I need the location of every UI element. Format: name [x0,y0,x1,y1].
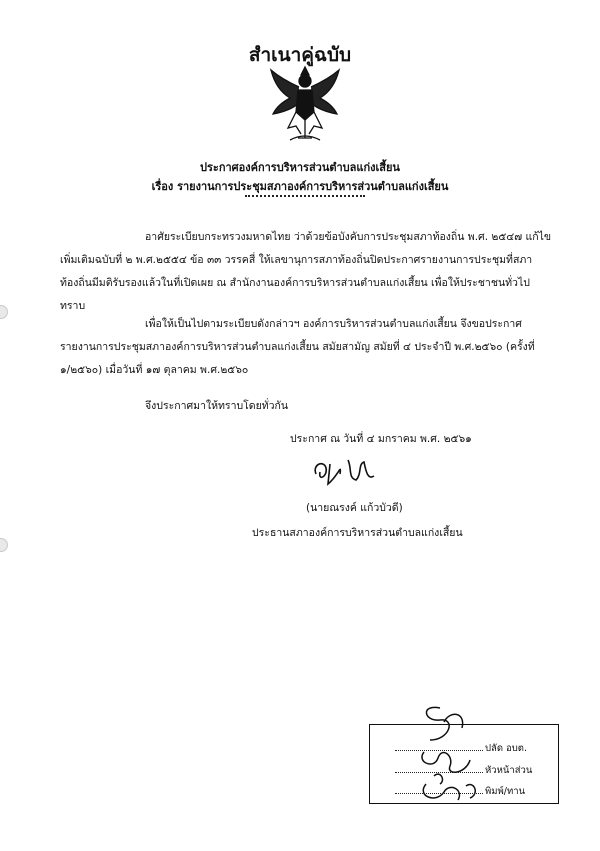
signature-line [395,793,483,794]
signer-name: (นายณรงค์ แก้วบัวดี) [306,502,403,514]
punch-hole [0,305,8,319]
stamp-row-label: ปลัด อบต. [485,743,527,754]
signer-position: ประธานสภาองค์การบริหารส่วนตำบลแก่งเสี้ยน [252,527,463,539]
signature-line [395,750,483,751]
punch-hole [0,538,8,552]
text-line: อาศัยระเบียบกระทรวงมหาดไทย ว่าด้วยข้อบังคับการประชุมสภาท้องถิ่น พ.ศ. ๒๕๔๗ แก้ไข [145,231,552,243]
stamp-row-clerk [395,741,527,756]
announcement-date: ประกาศ ณ วันที่ ๔ มกราคม พ.ศ. ๒๕๖๑ [290,433,472,445]
stamp-row-label: พิมพ์/ทาน [485,786,526,797]
closing-statement: จึงประกาศมาให้ทราบโดยทั่วกัน [145,400,289,412]
handwritten-signature [308,454,378,488]
text-line: เพิ่มเติมฉบับที่ ๒ พ.ศ.๒๕๕๔ ข้อ ๓๓ วรรคสี่ ให้เลขานุการสภาท้องถิ่นปิดประกาศรายงานการประชุมที่สภา [60,254,533,266]
signature-line [395,772,483,773]
text-line: ทราบ [60,300,86,312]
announcement-subject: เรื่อง รายงานการประชุมสภาองค์การบริหารส่วนตำบลแก่งเสี้ยน [151,180,449,193]
announcement-heading: ประกาศองค์การบริหารส่วนตำบลแก่งเสี้ยน [200,161,400,174]
paragraph-legal-basis [60,226,560,318]
copy-mark: สำเนาคู่ฉบับ [248,44,352,66]
stamp-row-typist [395,784,525,799]
stamp-row-label: หัวหน้าส่วน [485,765,533,776]
paragraph-announcement [60,313,560,382]
stamp-row-section-head [395,763,532,778]
text-line: รายงานการประชุมสภาองค์การบริหารส่วนตำบลแก่งเสี้ยน สมัยสามัญ สมัยที่ ๔ ประจำปี พ.ศ.๒๕๖๐ (ครั้งที่ [60,341,535,353]
text-line: ๑/๒๕๖๐) เมื่อวันที่ ๑๗ ตุลาคม พ.ศ.๒๕๖๐ [60,364,249,376]
garuda-emblem-icon [268,64,342,144]
heading-divider [245,195,365,198]
text-line: เพื่อให้เป็นไปตามระเบียบดังกล่าวฯ องค์การบริหารส่วนตำบลแก่งเสี้ยน จึงขอประกาศ [145,318,522,330]
text-line: ท้องถิ่นมีมติรับรองแล้วในที่เปิดเผย ณ สำนักงานองค์การบริหารส่วนตำบลแก่งเสี้ยน เพื่อให้ประชาชนทั่วไป [60,277,530,289]
